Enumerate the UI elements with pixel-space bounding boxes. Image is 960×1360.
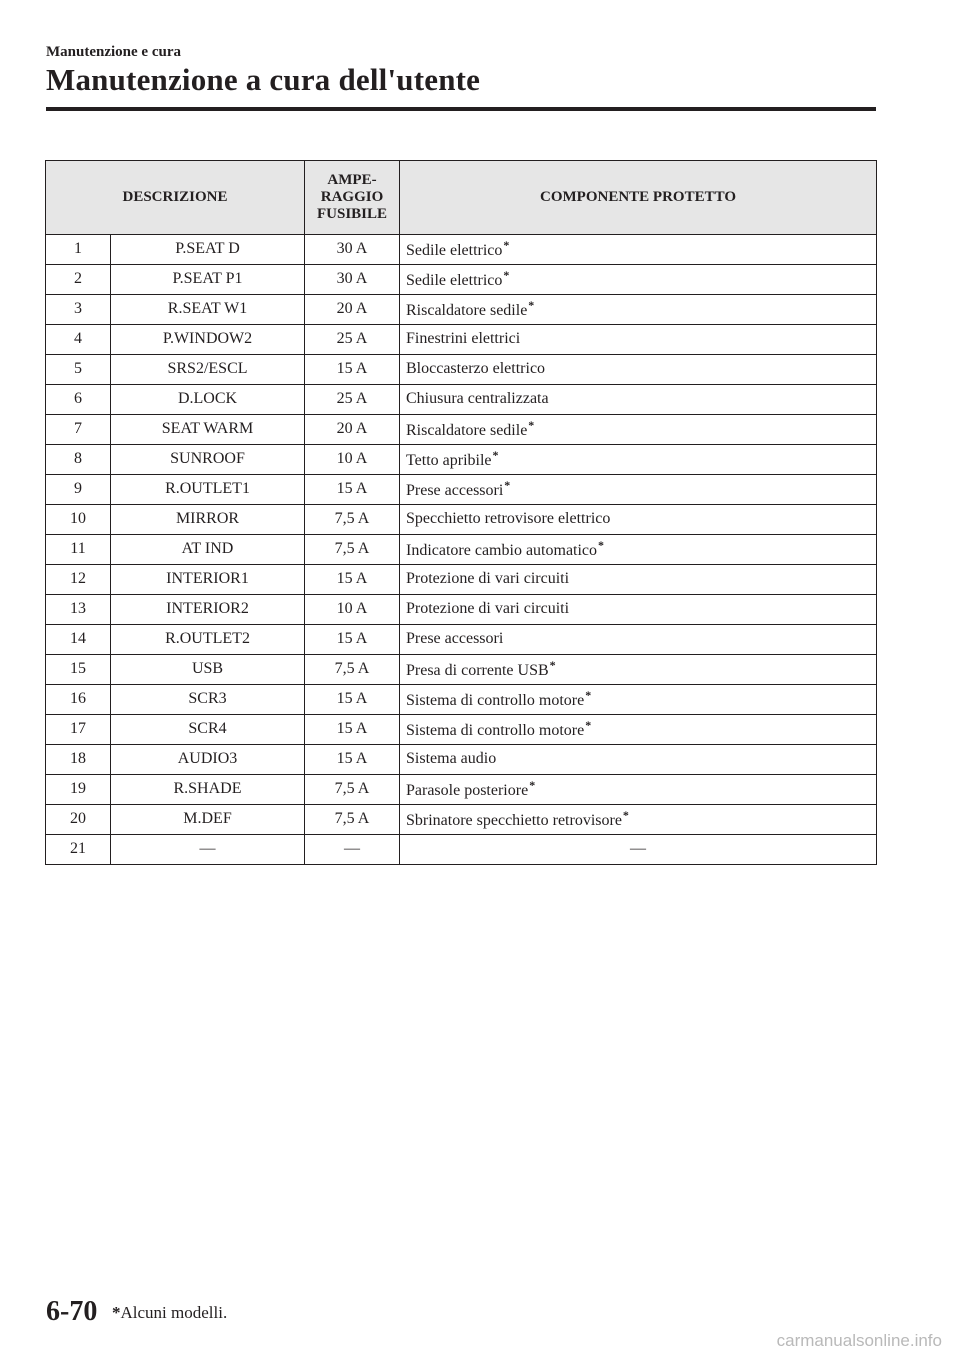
component-text: Protezione di vari circuiti	[406, 570, 570, 588]
fuse-number: 3	[46, 295, 111, 325]
fuse-number: 17	[46, 715, 111, 745]
fuse-amperage: 10 A	[305, 445, 400, 475]
header-amperage-line2: RAGGIO	[320, 188, 384, 205]
fuse-number: 13	[46, 595, 111, 625]
page-number: 6-70	[46, 1296, 98, 1327]
fuse-description: P.SEAT D	[111, 235, 305, 265]
fuse-component	[400, 685, 877, 715]
fuse-amperage: 10 A	[305, 595, 400, 625]
fuse-number: 20	[46, 805, 111, 835]
table-row	[46, 415, 877, 445]
some-models-marker: *	[528, 417, 535, 432]
fuse-amperage: 15 A	[305, 625, 400, 655]
fuse-component	[400, 595, 877, 625]
table-row	[46, 805, 877, 835]
fuse-description: AT IND	[111, 535, 305, 565]
component-text: Indicatore cambio automatico	[406, 541, 598, 559]
table-row	[46, 475, 877, 505]
table-row	[46, 505, 877, 535]
fuse-number: 1	[46, 235, 111, 265]
fuse-table-body	[46, 235, 877, 865]
fuse-description: P.SEAT P1	[111, 265, 305, 295]
fuse-component	[400, 235, 877, 265]
component-text: Sbrinatore specchietto retrovisore	[406, 811, 622, 829]
fuse-component	[400, 745, 877, 775]
fuse-component	[400, 445, 877, 475]
component-text: Presa di corrente USB	[406, 661, 549, 679]
fuse-component	[400, 295, 877, 325]
fuse-description: P.WINDOW2	[111, 325, 305, 355]
table-row	[46, 715, 877, 745]
some-models-marker: *	[504, 477, 511, 492]
some-models-marker: *	[598, 537, 605, 552]
component-text: Finestrini elettrici	[406, 330, 521, 348]
fuse-description: SRS2/ESCL	[111, 355, 305, 385]
fuse-description: INTERIOR1	[111, 565, 305, 595]
fuse-amperage: 7,5 A	[305, 655, 400, 685]
fuse-description: —	[111, 835, 305, 865]
table-row	[46, 385, 877, 415]
fuse-component	[400, 655, 877, 685]
fuse-number: 10	[46, 505, 111, 535]
fuse-number: 7	[46, 415, 111, 445]
component-text: Riscaldatore sedile	[406, 421, 528, 439]
component-text: Parasole posteriore	[406, 781, 529, 799]
table-row	[46, 295, 877, 325]
component-text: Riscaldatore sedile	[406, 301, 528, 319]
table-row	[46, 535, 877, 565]
fuse-amperage: 15 A	[305, 715, 400, 745]
table-row	[46, 685, 877, 715]
fuse-component	[400, 325, 877, 355]
fuse-amperage: 15 A	[305, 475, 400, 505]
fuse-number: 18	[46, 745, 111, 775]
fuse-table	[45, 160, 877, 865]
fuse-description: SCR3	[111, 685, 305, 715]
fuse-number: 15	[46, 655, 111, 685]
some-models-marker: *	[585, 717, 592, 732]
component-text: Prese accessori	[406, 481, 504, 499]
table-row	[46, 625, 877, 655]
fuse-component	[400, 565, 877, 595]
fuse-component	[400, 775, 877, 805]
fuse-amperage: 7,5 A	[305, 805, 400, 835]
fuse-component	[400, 265, 877, 295]
fuse-description: R.SHADE	[111, 775, 305, 805]
fuse-amperage: 7,5 A	[305, 535, 400, 565]
fuse-number: 12	[46, 565, 111, 595]
fuse-component	[400, 415, 877, 445]
some-models-marker: *	[503, 267, 510, 282]
component-text: Protezione di vari circuiti	[406, 600, 570, 618]
footnote	[112, 1303, 227, 1323]
component-text: Sistema di controllo motore	[406, 691, 585, 709]
some-models-marker: *	[528, 297, 535, 312]
fuse-number: 2	[46, 265, 111, 295]
fuse-component	[400, 715, 877, 745]
fuse-description: R.OUTLET2	[111, 625, 305, 655]
fuse-amperage: 20 A	[305, 415, 400, 445]
table-row	[46, 595, 877, 625]
component-text: Prese accessori	[406, 630, 504, 648]
some-models-marker: *	[585, 687, 592, 702]
fuse-description: R.OUTLET1	[111, 475, 305, 505]
header-description: DESCRIZIONE	[46, 161, 305, 235]
some-models-marker: *	[622, 807, 629, 822]
fuse-description: AUDIO3	[111, 745, 305, 775]
fuse-component	[400, 535, 877, 565]
fuse-description: R.SEAT W1	[111, 295, 305, 325]
component-text: Sistema di controllo motore	[406, 721, 585, 739]
fuse-number: 9	[46, 475, 111, 505]
fuse-component	[400, 505, 877, 535]
component-text: —	[630, 840, 646, 858]
section-label: Manutenzione e cura	[46, 44, 181, 60]
fuse-amperage: 7,5 A	[305, 505, 400, 535]
fuse-amperage: 25 A	[305, 385, 400, 415]
fuse-component	[400, 355, 877, 385]
table-row	[46, 835, 877, 865]
fuse-component	[400, 475, 877, 505]
some-models-marker: *	[549, 657, 556, 672]
table-header-row	[46, 161, 877, 235]
fuse-description: SUNROOF	[111, 445, 305, 475]
fuse-amperage: 25 A	[305, 325, 400, 355]
table-row	[46, 445, 877, 475]
component-text: Sedile elettrico	[406, 271, 503, 289]
header-amperage-line3: FUSIBILE	[316, 206, 388, 223]
component-text: Bloccasterzo elettrico	[406, 360, 546, 378]
table-row	[46, 355, 877, 385]
fuse-component	[400, 805, 877, 835]
fuse-description: M.DEF	[111, 805, 305, 835]
fuse-description: SEAT WARM	[111, 415, 305, 445]
header-amperage-line1: AMPE-	[327, 171, 377, 188]
fuse-number: 19	[46, 775, 111, 805]
component-text: Tetto apribile	[406, 451, 492, 469]
component-text: Chiusura centralizzata	[406, 390, 549, 408]
fuse-amperage: 20 A	[305, 295, 400, 325]
fuse-number: 21	[46, 835, 111, 865]
some-models-marker: *	[529, 777, 536, 792]
fuse-number: 8	[46, 445, 111, 475]
header-amperage	[305, 161, 400, 235]
component-text: Specchietto retrovisore elettrico	[406, 510, 611, 528]
fuse-amperage: 30 A	[305, 265, 400, 295]
fuse-amperage: 15 A	[305, 685, 400, 715]
fuse-number: 4	[46, 325, 111, 355]
fuse-number: 11	[46, 535, 111, 565]
fuse-component	[400, 625, 877, 655]
fuse-amperage: 15 A	[305, 745, 400, 775]
table-row	[46, 775, 877, 805]
fuse-description: USB	[111, 655, 305, 685]
fuse-amperage: 15 A	[305, 355, 400, 385]
title-divider	[46, 107, 876, 111]
table-row	[46, 565, 877, 595]
fuse-description: INTERIOR2	[111, 595, 305, 625]
table-row	[46, 325, 877, 355]
footnote-text: Alcuni modelli.	[120, 1303, 228, 1322]
fuse-description: D.LOCK	[111, 385, 305, 415]
header-component: COMPONENTE PROTETTO	[400, 161, 877, 235]
fuse-component	[400, 385, 877, 415]
fuse-number: 14	[46, 625, 111, 655]
component-text: Sedile elettrico	[406, 241, 503, 259]
fuse-number: 16	[46, 685, 111, 715]
table-row	[46, 265, 877, 295]
fuse-number: 5	[46, 355, 111, 385]
component-text: Sistema audio	[406, 750, 497, 768]
table-row	[46, 745, 877, 775]
some-models-marker: *	[492, 447, 499, 462]
fuse-number: 6	[46, 385, 111, 415]
table-row	[46, 655, 877, 685]
table-row	[46, 235, 877, 265]
footnote-star: *	[112, 1303, 121, 1322]
fuse-component	[400, 835, 877, 865]
fuse-amperage: 15 A	[305, 565, 400, 595]
fuse-amperage: —	[305, 835, 400, 865]
page-title: Manutenzione a cura dell'utente	[46, 62, 481, 97]
fuse-amperage: 7,5 A	[305, 775, 400, 805]
fuse-description: MIRROR	[111, 505, 305, 535]
watermark: carmanualsonline.info	[776, 1331, 942, 1350]
fuse-description: SCR4	[111, 715, 305, 745]
fuse-amperage: 30 A	[305, 235, 400, 265]
some-models-marker: *	[503, 237, 510, 252]
